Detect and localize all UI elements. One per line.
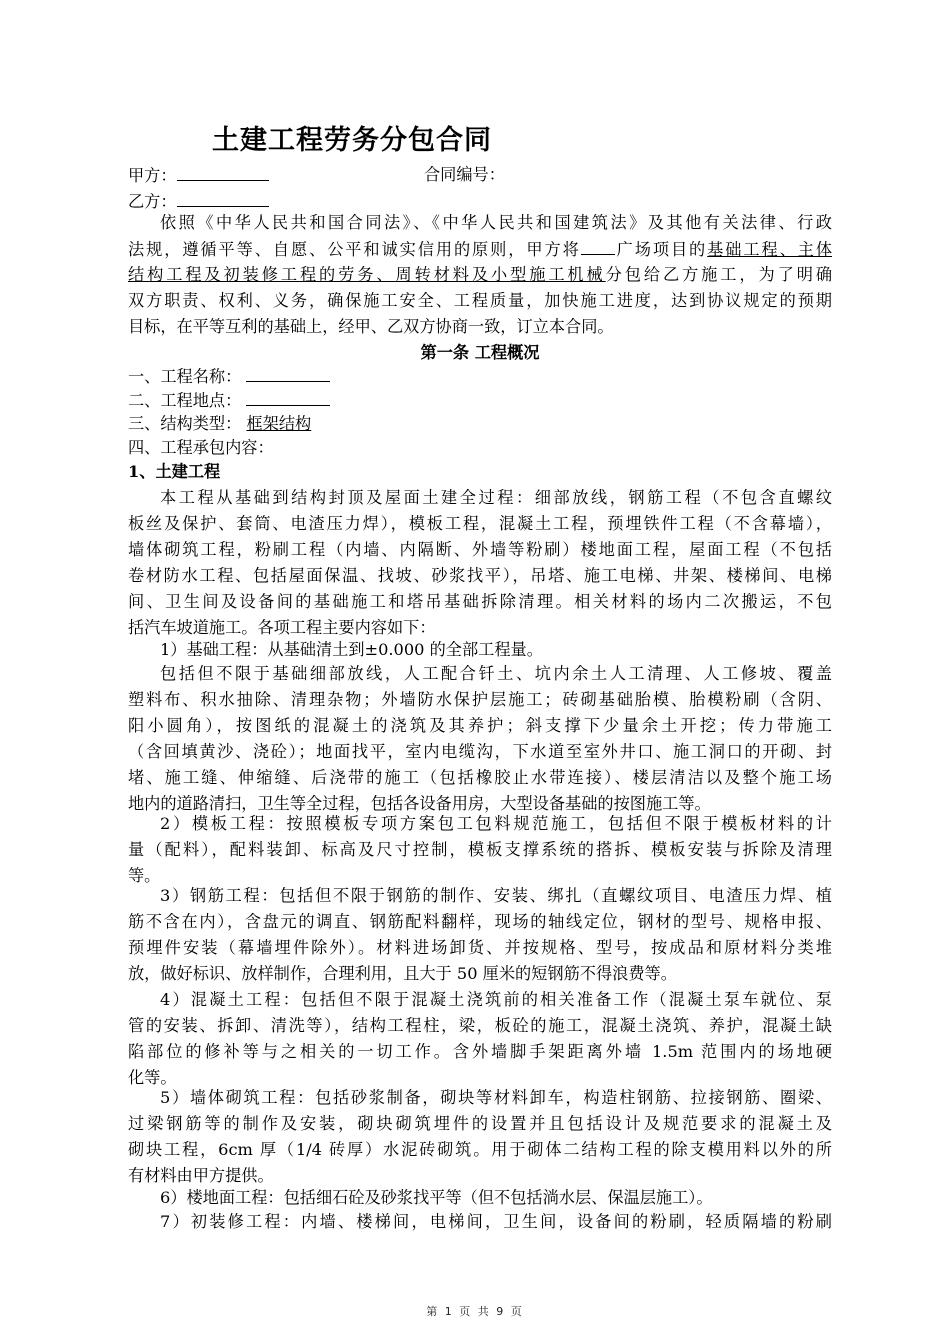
body-line: 有材料由甲方提供。 xyxy=(128,1166,274,1185)
intro-line-2: 法规，遵循平等、自愿、公平和诚实信用的原则，甲方将 广场项目的基础工程、主体 xyxy=(128,236,832,263)
intro-line-1: 依照《中华人民共和国合同法》、《中华人民共和国建筑法》及其他有关法律、行政 xyxy=(160,213,832,232)
body-line: 括汽车坡道施工。各项工程主要内容如下： xyxy=(128,618,436,637)
project-name-line: 一、工程名称： xyxy=(128,363,832,390)
project-name-blank[interactable] xyxy=(581,236,615,255)
body-line: 7）初装修工程：内墙、楼梯间，电梯间，卫生间，设备间的粉刷，轻质隔墙的粉刷 xyxy=(160,1212,832,1231)
body-line: 陷部位的修补等与之相关的一切工作。含外墙脚手架距离外墙 1.5m 范围内的场地硬 xyxy=(128,1042,832,1061)
project-location-line: 二、工程地点： xyxy=(128,387,832,414)
body-line: 板丝及保护、套筒、电渣压力焊），模板工程，混凝土工程，预埋铁件工程（不含幕墙）， xyxy=(128,514,832,533)
body-line: 卷材防水工程、包括屋面保温、找坡、砂浆找平），吊塔、施工电梯、井架、楼梯间、电梯 xyxy=(128,566,832,585)
body-line: 2）模板工程：按照模板专项方案包工包料规范施工，包括但不限于模板材料的计 xyxy=(160,814,832,833)
party-b-label: 乙方： xyxy=(128,192,177,211)
party-a-blank[interactable] xyxy=(177,162,269,181)
page-footer: 第 1 页 共 9 页 xyxy=(426,1305,524,1318)
party-a-line xyxy=(128,162,832,189)
body-line: 塑料布、积水抽除、清理杂物；外墙防水保护层施工；砖砌基础胎模、胎模粉刷（含阴、 xyxy=(128,690,832,709)
structure-type-line: 三、结构类型： 框架结构 xyxy=(128,414,312,433)
body-line: 过梁钢筋等的制作及安装，砌块砌筑埋件的设置并且包括设计及规范要求的混凝土及 xyxy=(128,1114,832,1133)
body-line: 包括但不限于基础细部放线，人工配合钎土、坑内余土人工清理、人工修坡、覆盖 xyxy=(160,664,832,683)
party-b-blank[interactable] xyxy=(177,188,269,207)
body-line: 1）基础工程：从基础清土到±0.000 的全部工程量。 xyxy=(160,640,543,659)
body-line: 量（配料），配料装卸、标高及尺寸控制，模板支撑系统的搭拆、模板安装与拆除及清理 xyxy=(128,840,832,859)
body-line: 预埋件安装（幕墙埋件除外）。材料进场卸货、并按规格、型号，按成品和原材料分类堆 xyxy=(128,938,832,957)
project-name-field[interactable] xyxy=(246,363,330,382)
body-line: 5）墙体砌筑工程：包括砂浆制备，砌块等材料卸车，构造柱钢筋、拉接钢筋、圈梁、 xyxy=(160,1088,832,1107)
body-line: 6）楼地面工程：包括细石砼及砂浆找平等（但不包括淌水层、保温层施工）。 xyxy=(160,1188,713,1207)
body-line: 化等。 xyxy=(128,1068,177,1087)
body-line: 砌块工程，6cm 厚（1/4 砖厚）水泥砖砌筑。用于砌体二结构工程的除支模用料以外的所 xyxy=(128,1140,832,1159)
scope-label-line: 四、工程承包内容： xyxy=(128,438,274,457)
article-1-heading: 第一条 工程概况 xyxy=(420,343,540,362)
intro-line-4: 双方职责、权利、义务，确保施工安全、工程质量，加快施工进度，达到协议规定的预期 xyxy=(128,291,832,310)
body-line: 地内的道路清扫，卫生等全过程，包括各设备用房，大型设备基础的按图施工等。 xyxy=(128,794,711,813)
body-line: 放，做好标识、放样制作，合理利用，且大于 50 厘米的短钢筋不得浪费等。 xyxy=(128,964,677,983)
body-line: 等。 xyxy=(128,866,161,885)
body-line: 本工程从基础到结构封顶及屋面土建全过程：细部放线，钢筋工程（不包含直螺纹 xyxy=(160,488,832,507)
body-line: 筋不含在内），含盘元的调直、钢筋配料翻样，现场的轴线定位，钢材的型号、规格申报、 xyxy=(128,912,832,931)
body-line: 间、卫生间及设备间的基础施工和塔吊基础拆除清理。相关材料的场内二次搬运，不包 xyxy=(128,592,832,611)
document-title: 土建工程劳务分包合同 xyxy=(212,125,492,156)
project-location-field[interactable] xyxy=(246,387,330,406)
body-line: 阳小圆角），按图纸的混凝土的浇筑及其养护；斜支撑下少量余土开挖；传力带施工 xyxy=(128,716,832,735)
body-line: 4）混凝土工程：包括但不限于混凝土浇筑前的相关准备工作（混凝土泵车就位、泵 xyxy=(160,990,832,1009)
body-line: （含回填黄沙、浇砼）；地面找平，室内电缆沟，下水道至室外井口、施工洞口的开砌、封 xyxy=(128,742,832,761)
body-line: 3）钢筋工程：包括但不限于钢筋的制作、安装、绑扎（直螺纹项目、电渣压力焊、植 xyxy=(160,886,832,905)
body-line: 墙体砌筑工程，粉刷工程（内墙、内隔断、外墙等粉刷）楼地面工程，屋面工程（不包括 xyxy=(128,540,832,559)
body-line: 管的安装、拆卸、清洗等），结构工程柱，梁，板砼的施工，混凝土浇筑、养护，混凝土缺 xyxy=(128,1016,832,1035)
contract-number-label: 合同编号： xyxy=(424,165,505,184)
structure-type-value: 框架结构 xyxy=(246,414,312,433)
party-a-label: 甲方： xyxy=(128,166,177,185)
intro-line-5: 目标，在平等互利的基础上，经甲、乙双方协商一致，订立本合同。 xyxy=(128,317,614,336)
intro-line-3: 结构工程及初装修工程的劳务、周转材料及小型施工机械分包给乙方施工，为了明确 xyxy=(128,265,833,284)
body-line: 堵、施工缝、伸缩缝、后浇带的施工（包括橡胶止水带连接）、楼层清洁以及整个施工场 xyxy=(128,768,832,787)
civil-works-heading: 1、土建工程 xyxy=(128,462,221,481)
